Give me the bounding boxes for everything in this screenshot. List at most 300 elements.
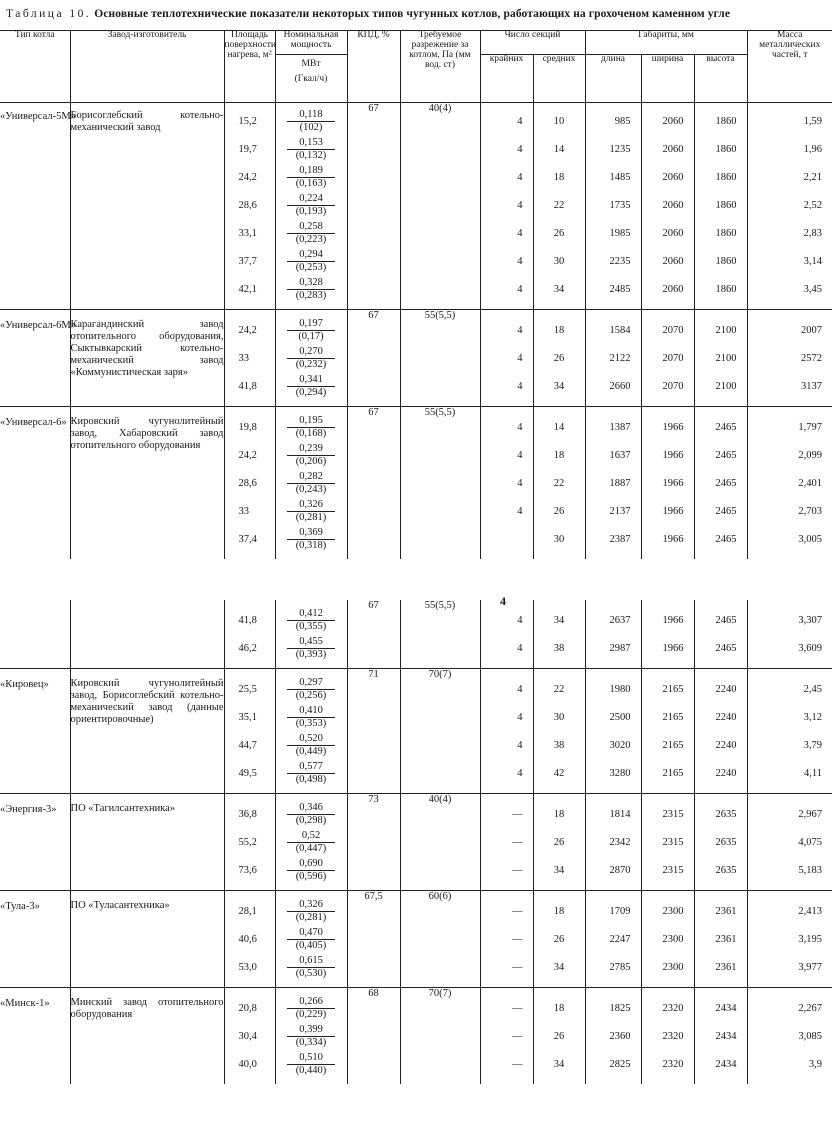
sections-middle-column	[533, 669, 585, 794]
length: 2122	[609, 352, 631, 364]
width-column	[641, 600, 694, 669]
header-draft: Требуемое разрежение за котлом, Па (мм вод. ст)	[400, 31, 480, 103]
mass: 2,83	[803, 227, 823, 239]
width: 2060	[662, 227, 684, 239]
mass: 4,075	[798, 836, 822, 848]
height: 1860	[715, 255, 737, 267]
power-value	[276, 994, 347, 1022]
header-mass: Масса металлических частей, т	[747, 31, 832, 103]
width: 2315	[662, 836, 684, 848]
power-mw: 0,455	[287, 636, 335, 648]
length: 1887	[609, 477, 631, 489]
height: 2240	[715, 767, 737, 779]
boiler-type: «Универсал-6М»	[0, 310, 70, 407]
sections-middle: 18	[553, 324, 565, 336]
length: 2870	[609, 864, 631, 876]
length: 1485	[609, 171, 631, 183]
sections-outer: 4	[517, 380, 523, 392]
sections-outer	[481, 525, 533, 553]
power-mw: 0,266	[287, 996, 335, 1008]
height-column	[694, 988, 747, 1085]
header-efficiency: КПД, %	[347, 31, 400, 103]
sections-outer: —	[512, 1058, 523, 1070]
sections-outer: —	[512, 808, 523, 820]
width: 2070	[662, 324, 684, 336]
height-column	[694, 669, 747, 794]
sections-middle: 18	[553, 171, 565, 183]
length: 2987	[609, 642, 631, 654]
length: 1709	[609, 905, 631, 917]
height: 1860	[715, 171, 737, 183]
width-column	[641, 669, 694, 794]
sections-outer: 4	[517, 227, 523, 239]
power-mw: 0,195	[287, 415, 335, 427]
sections-outer: 4	[517, 115, 523, 127]
power-mw: 0,297	[287, 677, 335, 689]
height: 2361	[715, 905, 737, 917]
power-mw: 0,118	[287, 109, 335, 121]
mass: 2,267	[798, 1002, 822, 1014]
power-gcal: (0,498)	[295, 773, 327, 785]
mass: 2,45	[803, 683, 822, 695]
sections-outer-column	[480, 988, 533, 1085]
width: 2060	[662, 171, 684, 183]
boiler-group	[0, 310, 832, 407]
mass: 2,401	[798, 477, 823, 489]
plant-name: Минский завод отопительного оборудования	[70, 988, 224, 1085]
header-plant: Завод-изготовитель	[70, 31, 224, 103]
length: 3020	[609, 739, 631, 751]
sections-middle: 18	[553, 449, 565, 461]
height: 2465	[715, 477, 737, 489]
sections-outer: 4	[517, 642, 523, 654]
height: 2635	[715, 808, 737, 820]
sections-middle: 30	[553, 255, 565, 267]
height: 2361	[715, 961, 737, 973]
power-mw: 0,341	[287, 374, 335, 386]
mass-column	[747, 891, 832, 988]
power-value	[276, 191, 347, 219]
length: 2637	[609, 614, 631, 626]
power-mw: 0,577	[287, 761, 335, 773]
power-gcal: (0,168)	[295, 427, 327, 439]
sections-middle: 18	[553, 808, 565, 820]
width-column	[641, 407, 694, 560]
header-power	[275, 31, 347, 103]
heating-area: 20,8	[238, 1002, 257, 1014]
length-column	[585, 103, 641, 310]
width: 1966	[662, 533, 684, 545]
length: 1735	[609, 199, 631, 211]
table-body-1	[0, 103, 832, 560]
boiler-group	[0, 988, 832, 1085]
sections-outer: 4	[517, 739, 523, 751]
required-draft: 70(7)	[400, 669, 480, 794]
mass: 3,195	[798, 933, 822, 945]
power-gcal: (0,393)	[295, 648, 327, 660]
boiler-group	[0, 103, 832, 310]
height-column	[694, 407, 747, 560]
power-value	[276, 828, 347, 856]
sections-middle: 38	[553, 739, 565, 751]
caption-label: Таблица 10.	[6, 8, 92, 20]
sections-outer: 4	[517, 143, 523, 155]
required-draft: 40(4)	[400, 794, 480, 891]
power-gcal: (0,229)	[295, 1008, 327, 1020]
width: 1966	[662, 614, 684, 626]
power-value	[276, 634, 347, 662]
sections-outer: 4	[517, 614, 523, 626]
plant-name: ПО «Туласантехника»	[70, 891, 224, 988]
sections-outer-column	[480, 669, 533, 794]
sections-middle: 34	[553, 864, 565, 876]
power-value	[276, 413, 347, 441]
sections-outer-column	[480, 600, 533, 669]
power-value	[276, 275, 347, 303]
power-value	[276, 247, 347, 275]
power-gcal: (0,17)	[298, 330, 324, 342]
width: 2165	[662, 767, 684, 779]
sections-middle: 34	[553, 961, 565, 973]
height-column	[694, 891, 747, 988]
power-value	[276, 316, 347, 344]
sections-outer-column	[480, 407, 533, 560]
length-column	[585, 794, 641, 891]
heating-area: 55,2	[238, 836, 257, 848]
sections-outer: —	[512, 1030, 523, 1042]
width: 1966	[662, 421, 684, 433]
height: 2100	[715, 324, 737, 336]
power-value	[276, 953, 347, 981]
power-column	[275, 600, 347, 669]
mass: 2,703	[798, 505, 823, 517]
header-power-label: Номинальная мощность	[276, 31, 347, 55]
power-value	[276, 759, 347, 787]
efficiency: 73	[347, 794, 400, 891]
sections-middle: 10	[553, 115, 565, 127]
power-gcal: (0,281)	[295, 511, 327, 523]
height: 1860	[715, 199, 737, 211]
sections-middle: 34	[553, 380, 565, 392]
height: 2100	[715, 352, 737, 364]
heating-area: 42,1	[238, 283, 257, 295]
sections-outer: 4	[517, 449, 523, 461]
sections-middle: 26	[553, 352, 565, 364]
power-mw: 0,470	[287, 927, 335, 939]
heating-area: 33	[238, 352, 249, 364]
header-sections: Число секций	[480, 31, 585, 55]
required-draft: 55(5,5)	[400, 407, 480, 560]
mass: 2,52	[803, 199, 823, 211]
sections-middle: 34	[553, 283, 565, 295]
heating-area: 25,5	[238, 683, 257, 695]
efficiency: 67	[347, 103, 400, 310]
height-column	[694, 310, 747, 407]
height-column	[694, 600, 747, 669]
sections-middle: 38	[553, 642, 565, 654]
length: 2342	[609, 836, 631, 848]
height-column	[694, 103, 747, 310]
heating-area: 28,6	[238, 199, 257, 211]
mass-column	[747, 988, 832, 1085]
sections-outer-column	[480, 103, 533, 310]
mass: 2572	[801, 352, 823, 364]
efficiency: 67,5	[347, 891, 400, 988]
boiler-group	[0, 794, 832, 891]
power-gcal: (0,223)	[295, 233, 327, 245]
sections-outer: 4	[517, 199, 523, 211]
header-power-unit-alt: (Гкал/ч)	[294, 73, 328, 84]
length: 2500	[609, 711, 631, 723]
sections-middle: 30	[553, 711, 565, 723]
power-value	[276, 219, 347, 247]
boiler-group	[0, 600, 832, 669]
power-mw: 0,690	[287, 858, 335, 870]
power-value	[276, 897, 347, 925]
boiler-group	[0, 669, 832, 794]
length: 985	[614, 115, 631, 127]
mass: 3,977	[798, 961, 822, 973]
mass: 5,183	[798, 864, 822, 876]
width: 2070	[662, 352, 684, 364]
sections-outer: 4	[517, 255, 523, 267]
sections-middle: 14	[553, 143, 565, 155]
power-mw: 0,52	[287, 830, 335, 842]
height: 2465	[715, 421, 737, 433]
mass: 3,79	[803, 739, 822, 751]
boiler-type: «Универсал-5М»	[0, 103, 70, 310]
mass: 2,413	[798, 905, 822, 917]
heating-area: 15,2	[238, 115, 257, 127]
height: 2465	[715, 449, 737, 461]
sections-middle-column	[533, 103, 585, 310]
length: 1980	[609, 683, 631, 695]
mass: 2007	[801, 324, 823, 336]
header-dims: Габариты, мм	[585, 31, 747, 55]
length: 2485	[609, 283, 631, 295]
heating-area-column	[224, 794, 275, 891]
header-length: длина	[585, 55, 641, 103]
mass: 4,11	[804, 767, 822, 779]
sections-middle: 18	[553, 1002, 565, 1014]
mass: 3,609	[798, 642, 822, 654]
power-gcal: (0,318)	[295, 539, 327, 551]
heating-area: 46,2	[238, 642, 257, 654]
height: 1860	[715, 283, 737, 295]
mass-column	[747, 310, 832, 407]
length: 1825	[609, 1002, 631, 1014]
plant-name: ПО «Тагилсантехника»	[70, 794, 224, 891]
sections-middle-column	[533, 794, 585, 891]
power-value	[276, 1050, 347, 1078]
sections-middle: 26	[553, 836, 565, 848]
height: 2240	[715, 711, 737, 723]
power-gcal: (0,440)	[295, 1064, 327, 1076]
power-value	[276, 469, 347, 497]
mass: 3,12	[803, 711, 822, 723]
plant-name: Борисоглебский котельно-механический завод	[70, 103, 224, 310]
power-mw: 0,270	[287, 346, 335, 358]
height: 2465	[715, 533, 737, 545]
height: 1860	[715, 227, 737, 239]
sections-outer: 4	[517, 171, 523, 183]
required-draft: 60(6)	[400, 891, 480, 988]
header-area: Площадь поверхности нагрева, м²	[224, 31, 275, 103]
power-gcal: (0,355)	[295, 620, 327, 632]
heating-area: 41,8	[238, 614, 257, 626]
power-value	[276, 497, 347, 525]
sections-outer: 4	[517, 324, 523, 336]
power-gcal: (0,193)	[295, 205, 327, 217]
width-column	[641, 988, 694, 1085]
sections-middle: 22	[553, 199, 565, 211]
table-header	[0, 31, 832, 103]
width: 2320	[662, 1002, 684, 1014]
sections-outer: 4	[517, 683, 523, 695]
power-mw: 0,282	[287, 471, 335, 483]
boiler-type: «Кировец»	[0, 669, 70, 794]
height: 2635	[715, 836, 737, 848]
sections-middle: 18	[553, 905, 565, 917]
sections-middle: 30	[553, 533, 565, 545]
width: 2060	[662, 283, 684, 295]
mass: 3,307	[798, 614, 822, 626]
caption-title: Основные теплотехнические показатели некоторых типов чугунных котлов, работающих на грохоченом каменном угле	[94, 8, 731, 20]
sections-outer: —	[512, 961, 523, 973]
height: 2240	[715, 739, 737, 751]
height: 2361	[715, 933, 737, 945]
power-gcal: (0,405)	[295, 939, 327, 951]
height: 2434	[715, 1030, 737, 1042]
boiler-type: «Тула-3»	[0, 891, 70, 988]
mass-column	[747, 407, 832, 560]
power-gcal: (0,449)	[295, 745, 327, 757]
height: 1860	[715, 143, 737, 155]
table-caption	[6, 8, 830, 20]
mass: 3137	[801, 380, 823, 392]
power-value	[276, 800, 347, 828]
heating-area: 19,8	[238, 421, 257, 433]
width: 2060	[662, 115, 684, 127]
width-column	[641, 891, 694, 988]
plant-name: Карагандинский завод отопительного оборудования, Сыктывкарский котельно-механический завод «Коммунистическая заря»	[70, 310, 224, 407]
power-gcal: (0,294)	[295, 386, 327, 398]
plant-name: Кировский чугунолитейный завод, Хабаровский завод отопительного оборудования	[70, 407, 224, 560]
plant-name	[70, 600, 224, 669]
power-gcal: (0,281)	[295, 911, 327, 923]
power-mw: 0,189	[287, 165, 335, 177]
heating-area: 53,0	[238, 961, 257, 973]
heating-area: 44,7	[238, 739, 257, 751]
power-column	[275, 669, 347, 794]
boiler-type: «Универсал-6»	[0, 417, 67, 428]
length: 2247	[609, 933, 631, 945]
width: 2315	[662, 808, 684, 820]
sections-middle-column	[533, 310, 585, 407]
width: 2165	[662, 739, 684, 751]
table-page-2	[0, 600, 835, 1084]
height: 2465	[715, 642, 737, 654]
required-draft: 55(5,5)	[400, 600, 480, 669]
boiler-group	[0, 407, 832, 560]
power-mw: 0,615	[287, 955, 335, 967]
power-value	[276, 163, 347, 191]
power-gcal: (0,163)	[295, 177, 327, 189]
length: 1235	[609, 143, 631, 155]
length: 3280	[609, 767, 631, 779]
width: 1966	[662, 477, 684, 489]
header-type: Тип котла	[0, 31, 70, 103]
length: 2360	[609, 1030, 631, 1042]
sections-middle: 14	[553, 421, 565, 433]
power-value	[276, 925, 347, 953]
length-column	[585, 988, 641, 1085]
sections-outer-column	[480, 794, 533, 891]
header-power-unit: МВт	[301, 58, 321, 69]
power-mw: 0,520	[287, 733, 335, 745]
power-mw: 0,153	[287, 137, 335, 149]
heating-area: 36,8	[238, 808, 257, 820]
length: 1387	[609, 421, 631, 433]
width-column	[641, 794, 694, 891]
heating-area: 40,0	[238, 1058, 257, 1070]
heating-area: 24,2	[238, 449, 257, 461]
sections-middle-column	[533, 407, 585, 560]
width: 2070	[662, 380, 684, 392]
length: 2825	[609, 1058, 631, 1070]
heating-area: 40,6	[238, 933, 257, 945]
height: 2635	[715, 864, 737, 876]
heating-area-column	[224, 407, 275, 560]
heating-area: 33,1	[238, 227, 257, 239]
boiler-table-part-1	[0, 30, 832, 559]
efficiency: 71	[347, 669, 400, 794]
sections-middle-column	[533, 988, 585, 1085]
height: 2240	[715, 683, 737, 695]
power-value	[276, 525, 347, 553]
power-value	[276, 731, 347, 759]
efficiency: 67	[347, 407, 400, 560]
power-mw: 0,346	[287, 802, 335, 814]
power-gcal: (0,353)	[295, 717, 327, 729]
width-column	[641, 103, 694, 310]
width: 2060	[662, 255, 684, 267]
power-gcal: (0,256)	[295, 689, 327, 701]
heating-area: 30,4	[238, 1030, 257, 1042]
sections-middle: 22	[553, 683, 565, 695]
height: 1860	[715, 115, 737, 127]
height: 2434	[715, 1058, 737, 1070]
power-mw: 0,328	[287, 277, 335, 289]
length: 1985	[609, 227, 631, 239]
mass-column	[747, 794, 832, 891]
sections-middle: 26	[553, 227, 565, 239]
length-column	[585, 600, 641, 669]
power-value	[276, 1022, 347, 1050]
width: 2300	[662, 933, 684, 945]
height: 2465	[715, 614, 737, 626]
length: 1814	[609, 808, 631, 820]
power-gcal: (102)	[299, 121, 323, 133]
power-mw: 0,399	[287, 1024, 335, 1036]
sections-middle: 42	[553, 767, 565, 779]
heating-area: 33	[238, 505, 249, 517]
length-column	[585, 669, 641, 794]
sections-middle: 26	[553, 505, 565, 517]
power-value	[276, 372, 347, 400]
sections-outer-column	[480, 310, 533, 407]
power-mw: 0,410	[287, 705, 335, 717]
